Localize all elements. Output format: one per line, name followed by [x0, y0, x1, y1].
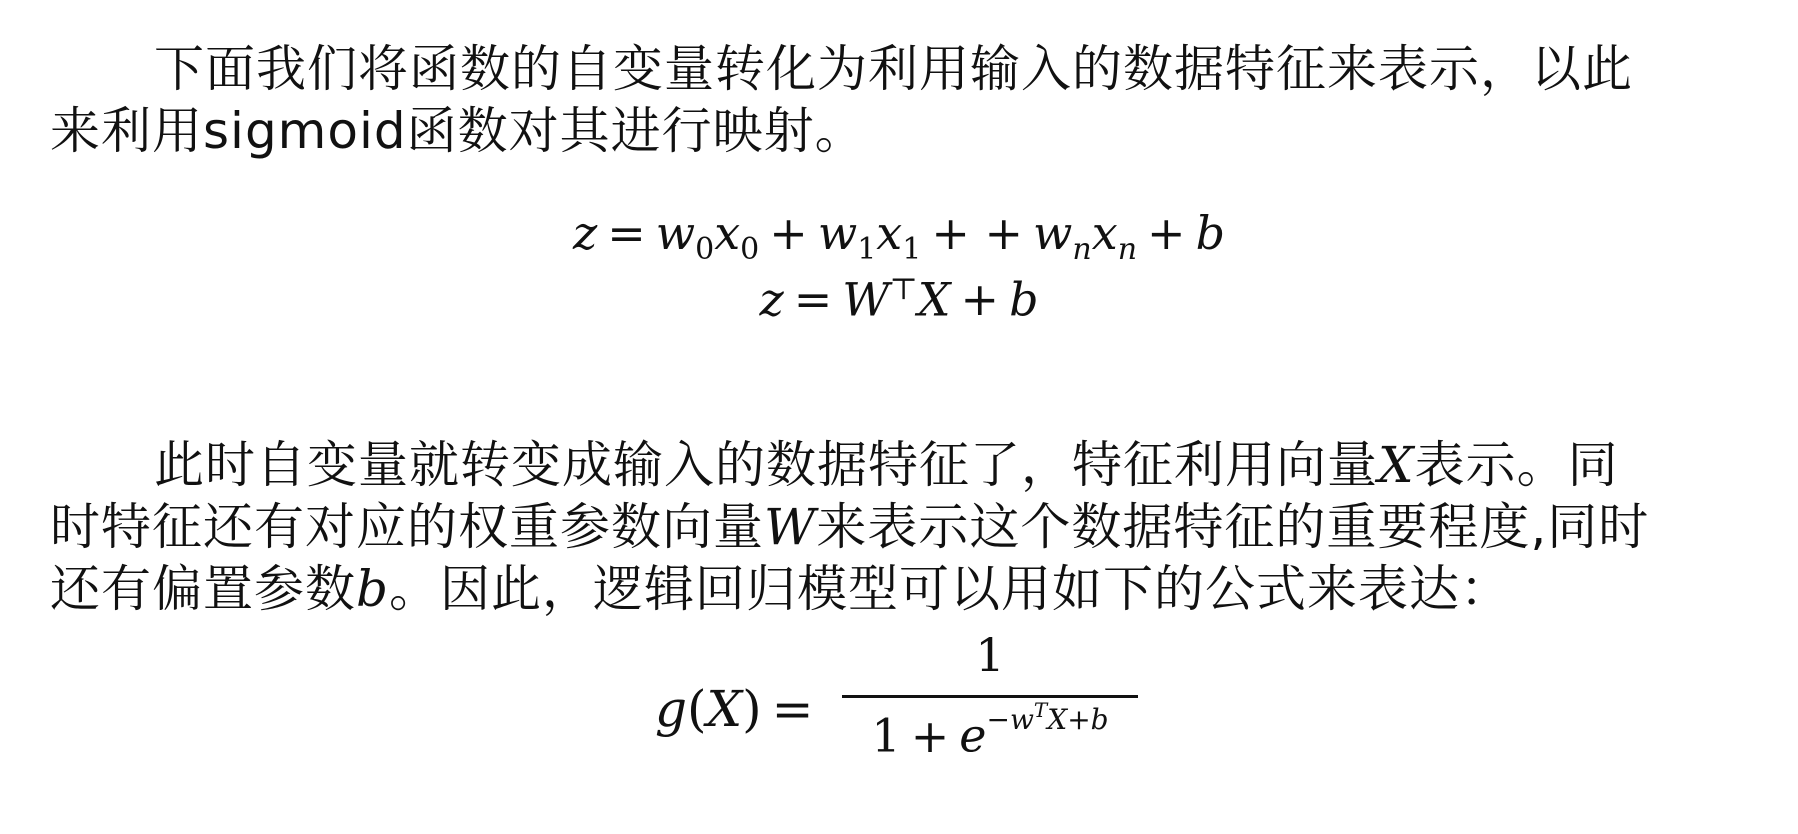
fraction-numerator: 1	[975, 628, 1005, 682]
explanation-line-3: 还有偏置参数b。因此，逻辑回归模型可以用如下的公式来表达：	[50, 560, 1512, 618]
explanation-paragraph	[50, 434, 1750, 620]
linear-combination-formula: $z = w_0x_0 + w_1x_1$ + + $w_nx_n + b$	[572, 206, 1226, 268]
explanation-line-1: 此时自变量就转变成输入的数据特征了，特征利用向量X表示。同	[154, 436, 1619, 494]
intro-paragraph	[50, 38, 1750, 162]
explanation-line-2: 时特征还有对应的权重参数向量W来表示这个数据特征的重要程度,同时	[50, 498, 1650, 556]
sigmoid-formula	[0, 628, 1798, 768]
intro-line-1: 下面我们将函数的自变量转化为利用输入的数据特征来表示，以此	[154, 40, 1633, 98]
fraction-denominator: $1 + e^{-w^TX+b}$	[871, 698, 1109, 763]
sigmoid-lhs: g(X) =	[655, 680, 814, 738]
fraction-bar	[842, 695, 1138, 698]
sigmoid-fraction	[842, 628, 1138, 768]
intro-line-2: 来利用sigmoid函数对其进行映射。	[50, 102, 866, 160]
vector-form-formula: z = W⊤X + b	[759, 272, 1039, 327]
exponent: −wTX+b	[986, 698, 1109, 737]
